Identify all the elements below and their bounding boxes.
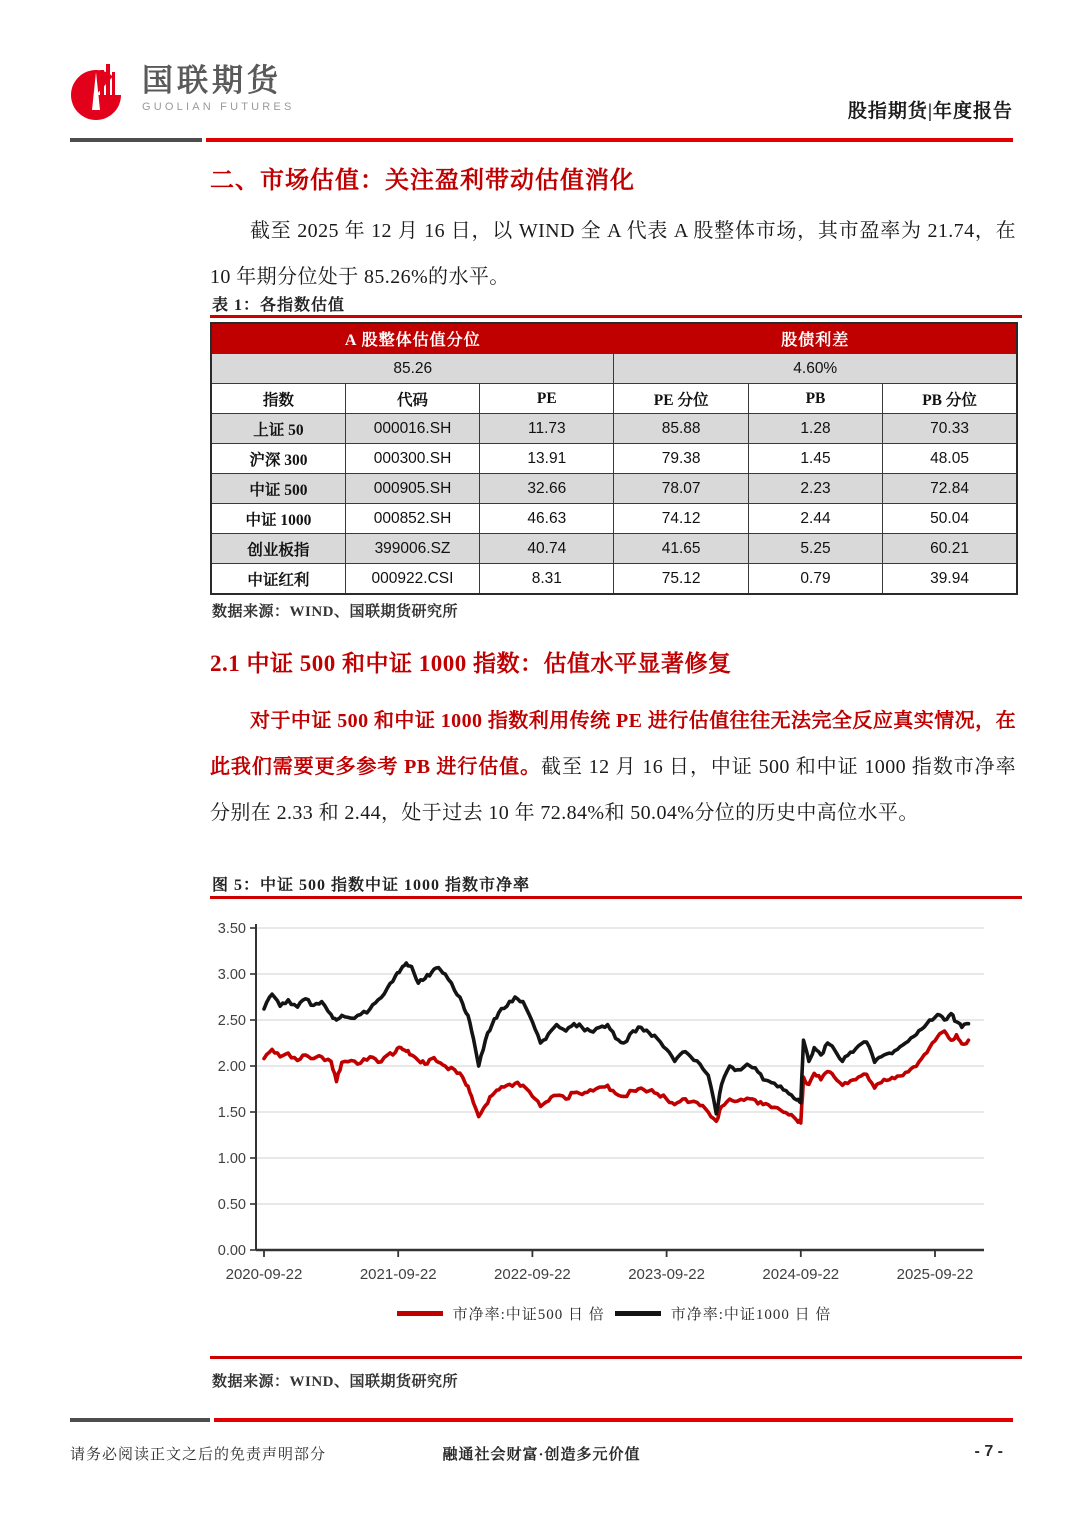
- legend-swatch-csi500: [397, 1311, 443, 1316]
- table-cell: 2.44: [748, 504, 882, 534]
- table-row: [211, 504, 1017, 534]
- table-source: 数据来源：WIND、国联期货研究所: [212, 604, 459, 620]
- table-cell: 创业板指: [211, 534, 345, 564]
- paragraph-red-segment: 对于中证 500 和中证 1000 指数利用传统 PE 进行估值往往无法完全反应真实情况，在此我们需要更多参考 PB 进行估值。: [210, 710, 1016, 778]
- table-cell: 60.21: [883, 534, 1017, 564]
- figure-source: 数据来源：WIND、国联期货研究所: [212, 1374, 459, 1390]
- table-column-header-row: [211, 384, 1017, 414]
- legend-label-csi500: 市净率:中证500 日 倍: [452, 1307, 605, 1323]
- table-cell: 中证红利: [211, 564, 345, 595]
- section-paragraph: 截至 2025 年 12 月 16 日，以 WIND 全 A 代表 A 股整体市场，其市盈率为 21.74，在 10 年期分位处于 85.26%的水平。: [210, 220, 1016, 288]
- col-header-pb: PB: [748, 384, 882, 414]
- col-header-pe-pct: PE 分位: [614, 384, 748, 414]
- table-cell: 32.66: [480, 474, 614, 504]
- col-header-index: 指数: [211, 384, 345, 414]
- table-cell: 46.63: [480, 504, 614, 534]
- header-divider: [70, 138, 1013, 142]
- y-tick-label: 2.00: [217, 1059, 246, 1075]
- table-cell: 0.79: [748, 564, 882, 595]
- table-cell: 40.74: [480, 534, 614, 564]
- table-row: [211, 414, 1017, 444]
- table1-body: [211, 414, 1017, 595]
- logo-text: [142, 58, 295, 113]
- table-caption: 表 1：各指数估值: [212, 297, 346, 314]
- x-tick-label: 2024-09-22: [762, 1266, 840, 1283]
- table-cell: 74.12: [614, 504, 748, 534]
- table-cell: 399006.SZ: [345, 534, 479, 564]
- figure-top-rule: [210, 896, 1022, 899]
- x-tick-label: 2021-09-22: [359, 1266, 437, 1283]
- table-cell: 41.65: [614, 534, 748, 564]
- table-group-value-row: [211, 354, 1017, 384]
- x-tick-label: 2025-09-22: [896, 1266, 974, 1283]
- table-row: [211, 474, 1017, 504]
- chart-legend: [210, 1303, 1018, 1324]
- table-cell: 1.45: [748, 444, 882, 474]
- y-tick-label: 3.50: [217, 921, 246, 937]
- subsection-paragraph: [210, 698, 1016, 836]
- figure-bottom-rule: [210, 1356, 1022, 1359]
- table-row: [211, 534, 1017, 564]
- footer-page-number: - 7 -: [974, 1443, 1003, 1460]
- table-cell: 000016.SH: [345, 414, 479, 444]
- footer-disclaimer: 请务必阅读正文之后的免责声明部分: [70, 1447, 327, 1463]
- table-cell: 上证 50: [211, 414, 345, 444]
- table-cell: 39.94: [883, 564, 1017, 595]
- table-cell: 11.73: [480, 414, 614, 444]
- table-group-header-row: [211, 323, 1017, 354]
- legend-label-csi1000: 市净率:中证1000 日 倍: [670, 1307, 832, 1323]
- table-cell: 72.84: [883, 474, 1017, 504]
- header-divider-red: [206, 138, 1013, 142]
- y-tick-label: 2.50: [217, 1013, 246, 1029]
- table-cell: 中证 1000: [211, 504, 345, 534]
- logo-name-en: GUOLIAN FUTURES: [142, 101, 295, 113]
- table-row: [211, 564, 1017, 595]
- col-header-pe: PE: [480, 384, 614, 414]
- section-title: 二、市场估值：关注盈利带动估值消化: [210, 168, 635, 194]
- figure-caption: 图 5：中证 500 指数中证 1000 指数市净率: [212, 877, 531, 894]
- x-tick-label: 2020-09-22: [225, 1266, 303, 1283]
- paragraph-black-segment: 截至 12 月 16 日，中证 500 和中证 1000 指数市净率分别在 2.33 和 2.44，处于过去 10 年 72.84%和 50.04%分位的历史中高位水平。: [210, 756, 1016, 824]
- table-cell: 48.05: [883, 444, 1017, 474]
- table-cell: 5.25: [748, 534, 882, 564]
- y-tick-label: 1.00: [217, 1151, 246, 1167]
- x-tick-label: 2022-09-22: [494, 1266, 571, 1283]
- col-header-code: 代码: [345, 384, 479, 414]
- table-row: [211, 444, 1017, 474]
- group-value-equity-bond: 4.60%: [614, 354, 1017, 384]
- col-header-pb-pct: PB 分位: [883, 384, 1017, 414]
- group-value-a-share: 85.26: [211, 354, 614, 384]
- footer-divider: [70, 1418, 1013, 1422]
- report-type-label: 股指期货|年度报告: [847, 101, 1013, 122]
- footer-slogan: 融通社会财富·创造多元价值: [442, 1447, 641, 1463]
- table-cell: 79.38: [614, 444, 748, 474]
- guolian-logo-icon: [70, 58, 128, 122]
- subsection-title: 2.1 中证 500 和中证 1000 指数：估值水平显著修复: [210, 651, 732, 676]
- table-cell: 2.23: [748, 474, 882, 504]
- y-tick-label: 1.50: [217, 1105, 246, 1121]
- x-tick-label: 2023-09-22: [628, 1266, 705, 1283]
- group-header-a-share: A 股整体估值分位: [211, 323, 614, 354]
- logo-name-cn: 国联期货: [142, 63, 282, 98]
- table-cell: 50.04: [883, 504, 1017, 534]
- table-top-rule: [210, 315, 1022, 318]
- table-cell: 000922.CSI: [345, 564, 479, 595]
- table-cell: 中证 500: [211, 474, 345, 504]
- series-line-csi1000: [264, 963, 969, 1114]
- table-cell: 85.88: [614, 414, 748, 444]
- y-tick-label: 0.50: [217, 1197, 246, 1213]
- table-cell: 13.91: [480, 444, 614, 474]
- company-logo: [70, 58, 295, 122]
- table-cell: 000905.SH: [345, 474, 479, 504]
- y-tick-label: 3.00: [217, 967, 246, 983]
- header-divider-gray: [70, 138, 202, 142]
- table-cell: 000300.SH: [345, 444, 479, 474]
- table-cell: 1.28: [748, 414, 882, 444]
- table-cell: 8.31: [480, 564, 614, 595]
- table-cell: 78.07: [614, 474, 748, 504]
- pb-ratio-line-chart: [206, 912, 1016, 1298]
- group-header-equity-bond: 股债利差: [614, 323, 1017, 354]
- legend-swatch-csi1000: [615, 1311, 661, 1316]
- table-cell: 000852.SH: [345, 504, 479, 534]
- y-tick-label: 0.00: [217, 1243, 246, 1259]
- footer-divider-red: [214, 1418, 1013, 1422]
- table-cell: 70.33: [883, 414, 1017, 444]
- table-cell: 沪深 300: [211, 444, 345, 474]
- footer-divider-gray: [70, 1418, 210, 1422]
- table-cell: 75.12: [614, 564, 748, 595]
- valuation-table: [210, 322, 1018, 595]
